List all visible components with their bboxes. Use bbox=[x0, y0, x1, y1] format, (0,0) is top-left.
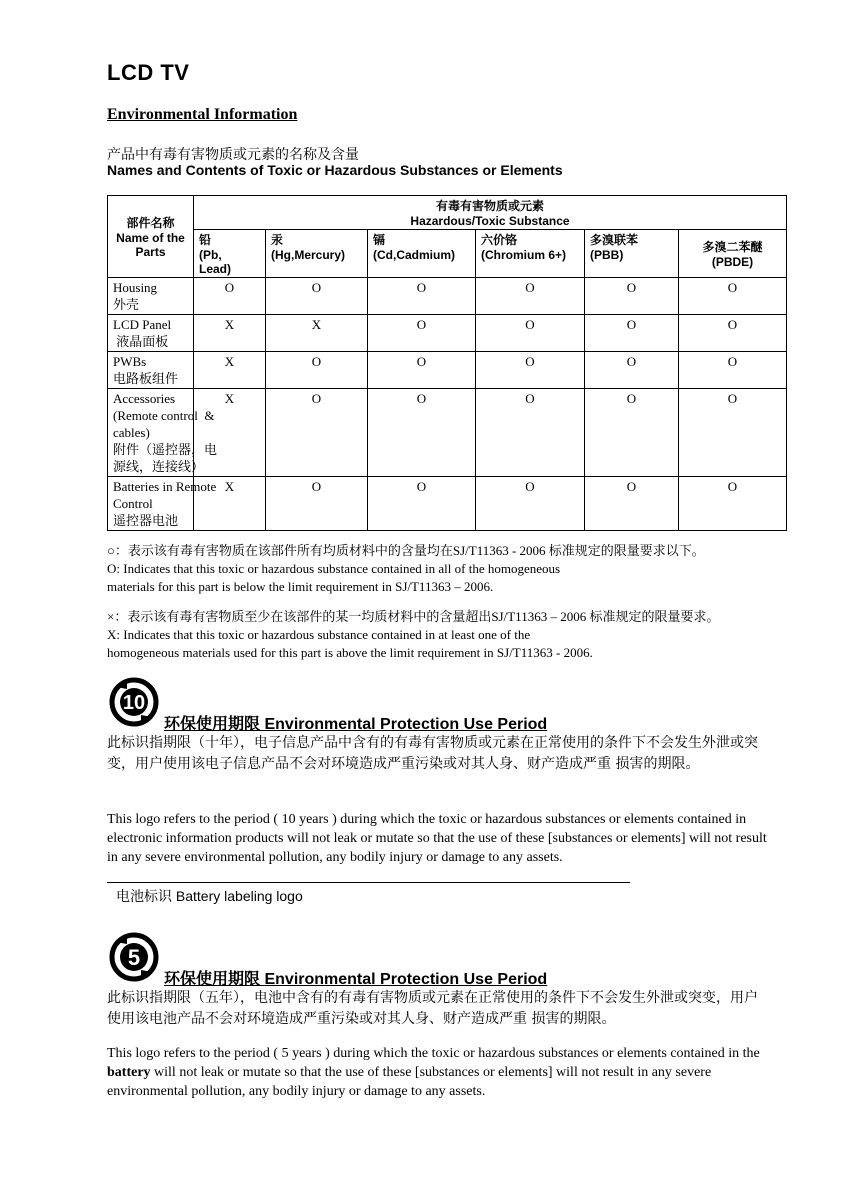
substance-mark-cell: X bbox=[194, 389, 266, 477]
substance-column-header-zh: 六价铬 bbox=[481, 233, 518, 247]
substance-column-header-en: (PBB) bbox=[590, 248, 624, 262]
substance-column-header-zh: 镉 bbox=[373, 233, 386, 247]
substance-mark-cell: O bbox=[368, 477, 476, 531]
substance-mark-cell: O bbox=[585, 278, 679, 315]
ten-year-epup-logo-icon bbox=[107, 675, 163, 727]
part-name-line: Control bbox=[113, 496, 153, 511]
substance-column-header bbox=[679, 230, 787, 278]
substance-mark-cell: O bbox=[476, 389, 585, 477]
substance-mark-cell: X bbox=[194, 352, 266, 389]
part-name-line: 遥控器电池 bbox=[113, 513, 179, 528]
part-name-line: cables) bbox=[113, 425, 150, 440]
ten-year-logo-number: 10 bbox=[122, 692, 146, 714]
substance-mark-cell: O bbox=[585, 315, 679, 352]
substance-mark-cell: O bbox=[679, 352, 787, 389]
x-legend-en-2: homogeneous materials used for this part is above the limit requirement in SJ/T11363 - 2006. bbox=[107, 645, 593, 660]
substance-mark-cell: O bbox=[585, 477, 679, 531]
period-10-paragraph-en: This logo refers to the period ( 10 years ) during which the toxic or hazardous substances or elements contained in electronic information products will not leak or mutate so that the use of these [substances or elements] will not result in any severe environmental pollution, any bodily injury or damage to any assets. bbox=[107, 812, 767, 865]
part-name-line: Housing bbox=[113, 280, 158, 295]
names-heading-en: Names and Contents of Toxic or Hazardous Substances or Elements bbox=[107, 162, 563, 178]
part-name-line: Batteries in Remote bbox=[113, 479, 217, 494]
table-row bbox=[108, 389, 787, 477]
part-name-line: Accessories bbox=[113, 391, 176, 406]
part-name-line: 电路板组件 bbox=[113, 371, 179, 386]
substance-column-header-en: (Chromium 6+) bbox=[481, 248, 567, 262]
substance-column-header bbox=[585, 230, 679, 278]
x-legend-en-1: X: Indicates that this toxic or hazardous substance contained in at least one of the bbox=[107, 627, 531, 642]
substance-column-header-zh: 汞 bbox=[271, 233, 284, 247]
substance-mark-cell: O bbox=[194, 278, 266, 315]
part-name-cell bbox=[108, 315, 194, 352]
substance-mark-cell: O bbox=[679, 278, 787, 315]
five-year-epup-logo-icon bbox=[107, 930, 163, 982]
period-5-paragraph-en-post: will not leak or mutate so that the use of these [substances or elements] will not result in any severe environmental pollution, any bodily injury or damage to any assets. bbox=[107, 1065, 712, 1099]
substance-mark-cell: X bbox=[194, 315, 266, 352]
substance-column-header-en: (Hg,Mercury) bbox=[271, 248, 346, 262]
battery-label-zh: 电池标识 bbox=[116, 888, 172, 904]
substance-column-header-zh: 铅 bbox=[199, 233, 212, 247]
substance-mark-cell: X bbox=[266, 315, 368, 352]
substance-mark-cell: O bbox=[368, 315, 476, 352]
part-name-line: (Remote control & bbox=[113, 408, 215, 423]
document-title: LCD TV bbox=[107, 60, 190, 85]
parts-header bbox=[108, 196, 194, 278]
substance-column-header bbox=[368, 230, 476, 278]
substance-column-header bbox=[476, 230, 585, 278]
substance-mark-cell: O bbox=[266, 278, 368, 315]
substance-mark-cell: O bbox=[266, 352, 368, 389]
part-name-cell bbox=[108, 389, 218, 477]
table-row bbox=[108, 278, 787, 315]
substance-group-header-zh: 有毒有害物质或元素 bbox=[435, 199, 544, 213]
part-name-line: 外壳 bbox=[113, 297, 140, 312]
part-name-line: LCD Panel bbox=[113, 317, 172, 332]
period-10-title-en: Environmental Protection Use Period bbox=[264, 716, 548, 733]
substance-column-header-en: (PBDE) bbox=[711, 255, 754, 269]
period-5-paragraph-zh: 此标识指期限（五年），电池中含有的有毒有害物质或元素在正常使用的条件下不会发生外泄或突变，用户使用该电池产品不会对环境造成严重污染或对其人身、财产造成严重 损害的期限。 bbox=[107, 990, 758, 1027]
substance-mark-cell: O bbox=[476, 477, 585, 531]
substance-mark-cell: O bbox=[679, 477, 787, 531]
period-5-paragraph-en-bold: battery bbox=[107, 1065, 151, 1080]
table-row bbox=[108, 477, 787, 531]
battery-divider bbox=[107, 882, 630, 883]
substance-column-header-zh: 多溴联苯 bbox=[590, 233, 639, 247]
substance-mark-cell: O bbox=[585, 352, 679, 389]
table-row bbox=[108, 352, 787, 389]
names-heading-zh: 产品中有毒有害物质或元素的名称及含量 bbox=[107, 146, 359, 162]
table-row bbox=[108, 315, 787, 352]
o-legend-en-1: O: Indicates that this toxic or hazardous substance contained in all of the homogeneous bbox=[107, 561, 561, 576]
substance-mark-cell: O bbox=[679, 389, 787, 477]
section-title: Environmental Information bbox=[107, 106, 298, 123]
period-5-title-zh: 环保使用期限 bbox=[164, 971, 261, 988]
period-5-title bbox=[164, 966, 547, 989]
five-year-logo-number: 5 bbox=[127, 945, 141, 970]
x-legend-zh: ×：表示该有毒有害物质至少在该部件的某一均质材料中的含量超出SJ/T11363 – 2006 标准规定的限量要求。 bbox=[107, 609, 720, 624]
part-name-cell bbox=[108, 278, 194, 315]
substance-column-header-en2: Lead) bbox=[199, 262, 232, 276]
substance-group-header-en: Hazardous/Toxic Substance bbox=[410, 214, 570, 228]
part-name-cell bbox=[108, 352, 194, 389]
o-legend bbox=[107, 542, 787, 596]
substance-mark-cell: O bbox=[476, 315, 585, 352]
part-name-line: 附件（遥控器，电 bbox=[113, 442, 218, 457]
part-name-line: PWBs bbox=[113, 354, 147, 369]
substance-mark-cell: O bbox=[368, 278, 476, 315]
substance-mark-cell: O bbox=[476, 278, 585, 315]
period-10-paragraph-zh: 此标识指期限（十年），电子信息产品中含有的有毒有害物质或元素在正常使用的条件下不会发生外泄或突变，用户使用该电子信息产品不会对环境造成严重污染或对其人身、财产造成严重 损害的期限。 bbox=[107, 735, 758, 772]
hazardous-substance-table bbox=[107, 195, 787, 531]
substance-mark-cell: O bbox=[368, 389, 476, 477]
substance-column-header bbox=[266, 230, 368, 278]
substance-column-header-en: (Pb, bbox=[199, 248, 222, 262]
substance-mark-cell: O bbox=[476, 352, 585, 389]
period-5-title-en: Environmental Protection Use Period bbox=[264, 971, 548, 988]
o-legend-en-2: materials for this part is below the limit requirement in SJ/T11363 – 2006. bbox=[107, 579, 494, 594]
substance-column-header-zh: 多溴二苯醚 bbox=[702, 240, 763, 254]
substance-column-header bbox=[194, 230, 266, 278]
part-name-line: 源线，连接线） bbox=[113, 459, 205, 474]
substance-mark-cell: O bbox=[266, 389, 368, 477]
o-legend-zh: ○：表示该有毒有害物质在该部件所有均质材料中的含量均在SJ/T11363 - 2006 标准规定的限量要求以下。 bbox=[107, 543, 705, 558]
x-legend bbox=[107, 608, 787, 662]
battery-label-en: Battery labeling logo bbox=[175, 888, 303, 904]
parts-header-en: Name of the Parts bbox=[116, 231, 185, 259]
substance-mark-cell: O bbox=[266, 477, 368, 531]
substance-mark-cell: X bbox=[194, 477, 266, 531]
period-5-paragraph-en bbox=[107, 1044, 769, 1101]
substance-group-header bbox=[194, 196, 787, 230]
parts-header-zh: 部件名称 bbox=[126, 216, 175, 230]
part-name-cell bbox=[108, 477, 217, 531]
period-10-title-zh: 环保使用期限 bbox=[164, 716, 261, 733]
battery-label bbox=[116, 886, 303, 906]
substance-mark-cell: O bbox=[679, 315, 787, 352]
substance-column-header-en: (Cd,Cadmium) bbox=[373, 248, 455, 262]
period-5-paragraph-en-pre: This logo refers to the period ( 5 years ) during which the toxic or hazardous substances or elements contained in the bbox=[107, 1046, 760, 1061]
substance-mark-cell: O bbox=[585, 389, 679, 477]
part-name-line: 液晶面板 bbox=[113, 334, 169, 349]
substance-mark-cell: O bbox=[368, 352, 476, 389]
period-10-title bbox=[164, 711, 547, 734]
